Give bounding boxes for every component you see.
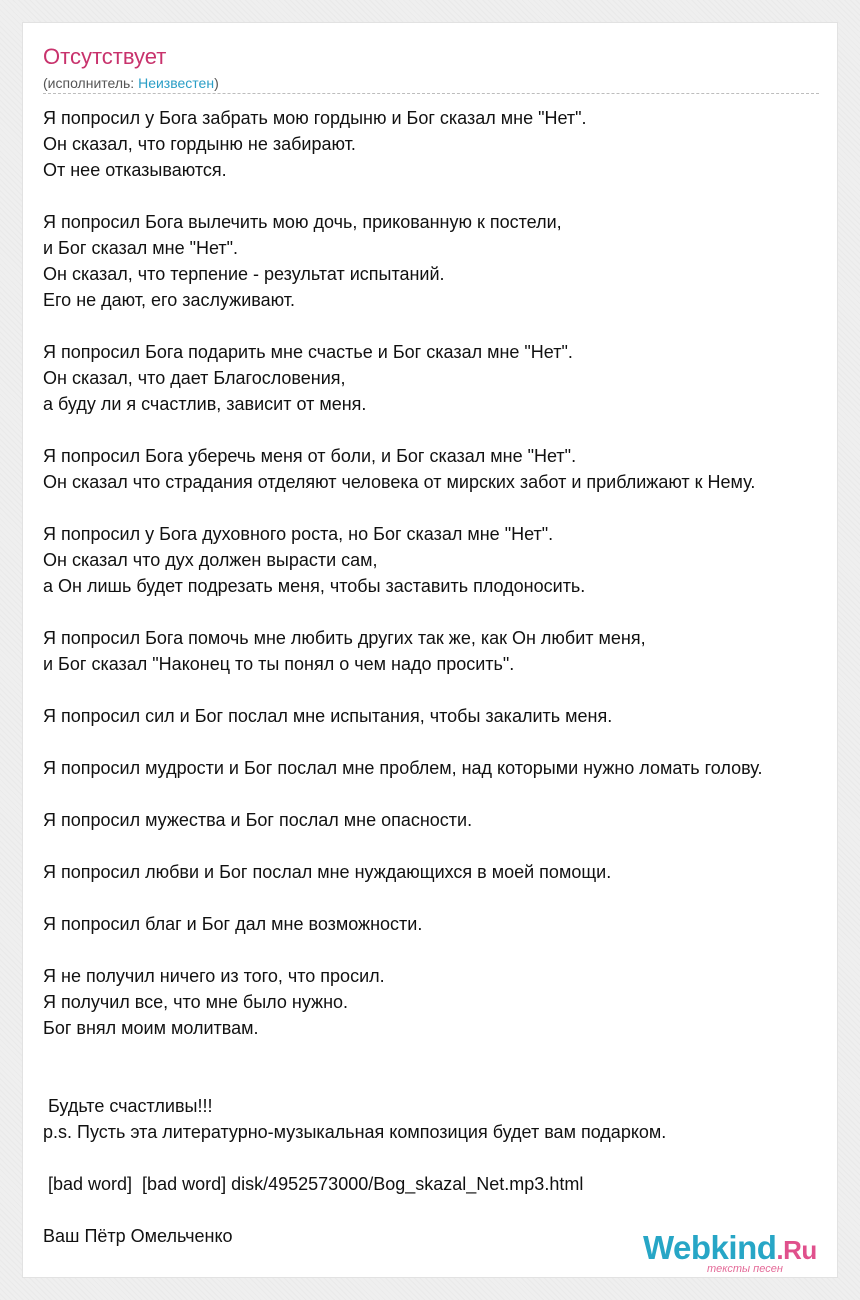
lyrics-line: Я попросил у Бога духовного роста, но Бог сказал мне "Нет". xyxy=(43,524,554,544)
lyrics-line xyxy=(43,729,860,755)
song-title: Отсутствует xyxy=(43,44,167,69)
lyrics-card xyxy=(22,22,838,1278)
lyrics-line xyxy=(43,417,860,443)
lyrics-line: Его не дают, его заслуживают. xyxy=(43,290,295,310)
lyrics-line: Я попросил мужества и Бог послал мне опасности. xyxy=(43,810,473,830)
logo-tld: .Ru xyxy=(776,1235,817,1265)
artist-prefix: (исполнитель: xyxy=(43,75,139,91)
lyrics-line: Он сказал что дух должен вырасти сам, xyxy=(43,550,378,570)
lyrics-line: Я попросил у Бога забрать мою гордыню и Бог сказал мне "Нет". xyxy=(43,108,587,128)
lyrics-line xyxy=(43,183,860,209)
lyrics-line: а буду ли я счастлив, зависит от меня. xyxy=(43,394,367,414)
lyrics-text xyxy=(43,105,860,1249)
lyrics-line: Я попросил благ и Бог дал мне возможности. xyxy=(43,914,423,934)
lyrics-line: Я попросил любви и Бог послал мне нуждающихся в моей помощи. xyxy=(43,862,612,882)
lyrics-line xyxy=(43,1145,860,1171)
artist-suffix: ) xyxy=(214,75,219,91)
artist-line xyxy=(43,74,219,92)
lyrics-line xyxy=(43,313,860,339)
lyrics-line: [bad word] [bad word] disk/4952573000/Bog_skazal_Net.mp3.html xyxy=(43,1174,584,1194)
lyrics-line: Я не получил ничего из того, что просил. xyxy=(43,966,385,986)
lyrics-line: и Бог сказал "Наконец то ты понял о чем надо просить". xyxy=(43,654,515,674)
lyrics-line: Он сказал, что гордыню не забирают. xyxy=(43,134,356,154)
lyrics-line xyxy=(43,1041,860,1067)
lyrics-line: и Бог сказал мне "Нет". xyxy=(43,238,239,258)
lyrics-line: Он сказал, что дает Благословения, xyxy=(43,368,346,388)
lyrics-line: Бог внял моим молитвам. xyxy=(43,1018,259,1038)
artist-link[interactable]: Неизвестен xyxy=(138,75,215,91)
lyrics-line: Он сказал, что терпение - результат испытаний. xyxy=(43,264,445,284)
lyrics-line xyxy=(43,833,860,859)
logo-name: Webkind xyxy=(643,1229,777,1266)
lyrics-line xyxy=(43,1067,860,1093)
lyrics-line xyxy=(43,599,860,625)
lyrics-line: Я попросил сил и Бог послал мне испытания, чтобы закалить меня. xyxy=(43,706,613,726)
webkind-logo[interactable] xyxy=(643,1229,829,1275)
lyrics-line xyxy=(43,781,860,807)
header-divider xyxy=(43,93,819,94)
lyrics-line: Он сказал что страдания отделяют человека от мирских забот и приближают к Нему. xyxy=(43,472,756,492)
logo-tagline: тексты песен xyxy=(707,1263,783,1275)
lyrics-line: Я попросил мудрости и Бог послал мне проблем, над которыми нужно ломать голову. xyxy=(43,758,763,778)
lyrics-line: Я попросил Бога помочь мне любить других так же, как Он любит меня, xyxy=(43,628,646,648)
lyrics-line: Я попросил Бога вылечить мою дочь, прикованную к постели, xyxy=(43,212,562,232)
lyrics-line xyxy=(43,1197,860,1223)
lyrics-line: Я получил все, что мне было нужно. xyxy=(43,992,349,1012)
lyrics-line: Будьте счастливы!!! xyxy=(43,1096,213,1116)
lyrics-line: Я попросил Бога подарить мне счастье и Бог сказал мне "Нет". xyxy=(43,342,573,362)
lyrics-line: а Он лишь будет подрезать меня, чтобы заставить плодоносить. xyxy=(43,576,586,596)
lyrics-line: Я попросил Бога уберечь меня от боли, и Бог сказал мне "Нет". xyxy=(43,446,577,466)
lyrics-line: p.s. Пусть эта литературно-музыкальная композиция будет вам подарком. xyxy=(43,1122,667,1142)
lyrics-line xyxy=(43,885,860,911)
lyrics-line: От нее отказываются. xyxy=(43,160,227,180)
lyrics-line xyxy=(43,937,860,963)
lyrics-line xyxy=(43,677,860,703)
lyrics-line xyxy=(43,495,860,521)
lyrics-line: Ваш Пётр Омельченко xyxy=(43,1226,233,1246)
